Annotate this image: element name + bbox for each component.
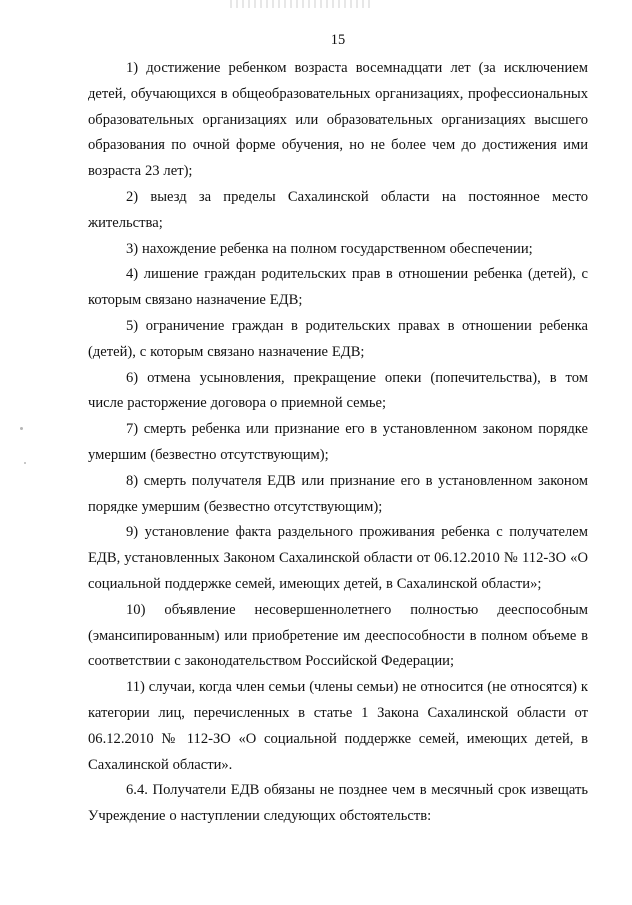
page-number: 15 xyxy=(330,32,346,48)
paragraph-5: 5) ограничение граждан в родительских правах в отношении ребенка (детей), с которым связано назначение ЕДВ; xyxy=(88,317,588,360)
paragraph-9: 9) установление факта раздельного проживания ребенка с получателем ЕДВ, установленных Законом Сахалинской области от 06.12.2010 № 112-ЗО «О социальной поддержке семей, имеющих детей, в Сахалинской области»; xyxy=(88,524,588,592)
scan-speck xyxy=(20,427,23,430)
document-page xyxy=(88,30,588,830)
paragraph-2: 2) выезд за пределы Сахалинской области на постоянное место жительства; xyxy=(88,188,588,231)
paragraph-8: 8) смерть получателя ЕДВ или признание его в установленном законом порядке умершим (безвестно отсутствующим); xyxy=(88,472,588,515)
paragraph-12: 6.4. Получатели ЕДВ обязаны не позднее чем в месячный срок извещать Учреждение о наступлении следующих обстоятельств: xyxy=(88,782,588,825)
paragraph-6: 6) отмена усыновления, прекращение опеки (попечительства), в том числе расторжение договора о приемной семье; xyxy=(88,369,588,412)
paragraph-1: 1) достижение ребенком возраста восемнадцати лет (за исключением детей, обучающихся в общеобразовательных организациях, профессиональных образовательных организациях или образовательных организациях высшего образования по очной форме обучения, но не более чем до достижения ими возраста 23 лет); xyxy=(88,60,588,180)
paragraph-11: 11) случаи, когда член семьи (члены семьи) не относится (не относятся) к категории лиц, перечисленных в статье 1 Закона Сахалинской области от 06.12.2010 № 112-ЗО «О социальной поддержке семей, имеющих детей, в Сахалинской области». xyxy=(88,679,588,773)
paragraph-3: 3) нахождение ребенка на полном государственном обеспечении; xyxy=(126,240,533,257)
scan-speck xyxy=(24,462,26,464)
paragraph-10: 10) объявление несовершеннолетнего полностью дееспособным (эмансипированным) или приобретение им дееспособности в полном объеме в соответствии с законодательством Российской Федерации; xyxy=(88,601,588,670)
paragraph-4: 4) лишение граждан родительских прав в отношении ребенка (детей), с которым связано назначение ЕДВ; xyxy=(88,266,588,309)
paragraph-7: 7) смерть ребенка или признание его в установленном законом порядке умершим (безвестно отсутствующим); xyxy=(88,421,588,463)
scan-artifact-top xyxy=(230,0,370,8)
